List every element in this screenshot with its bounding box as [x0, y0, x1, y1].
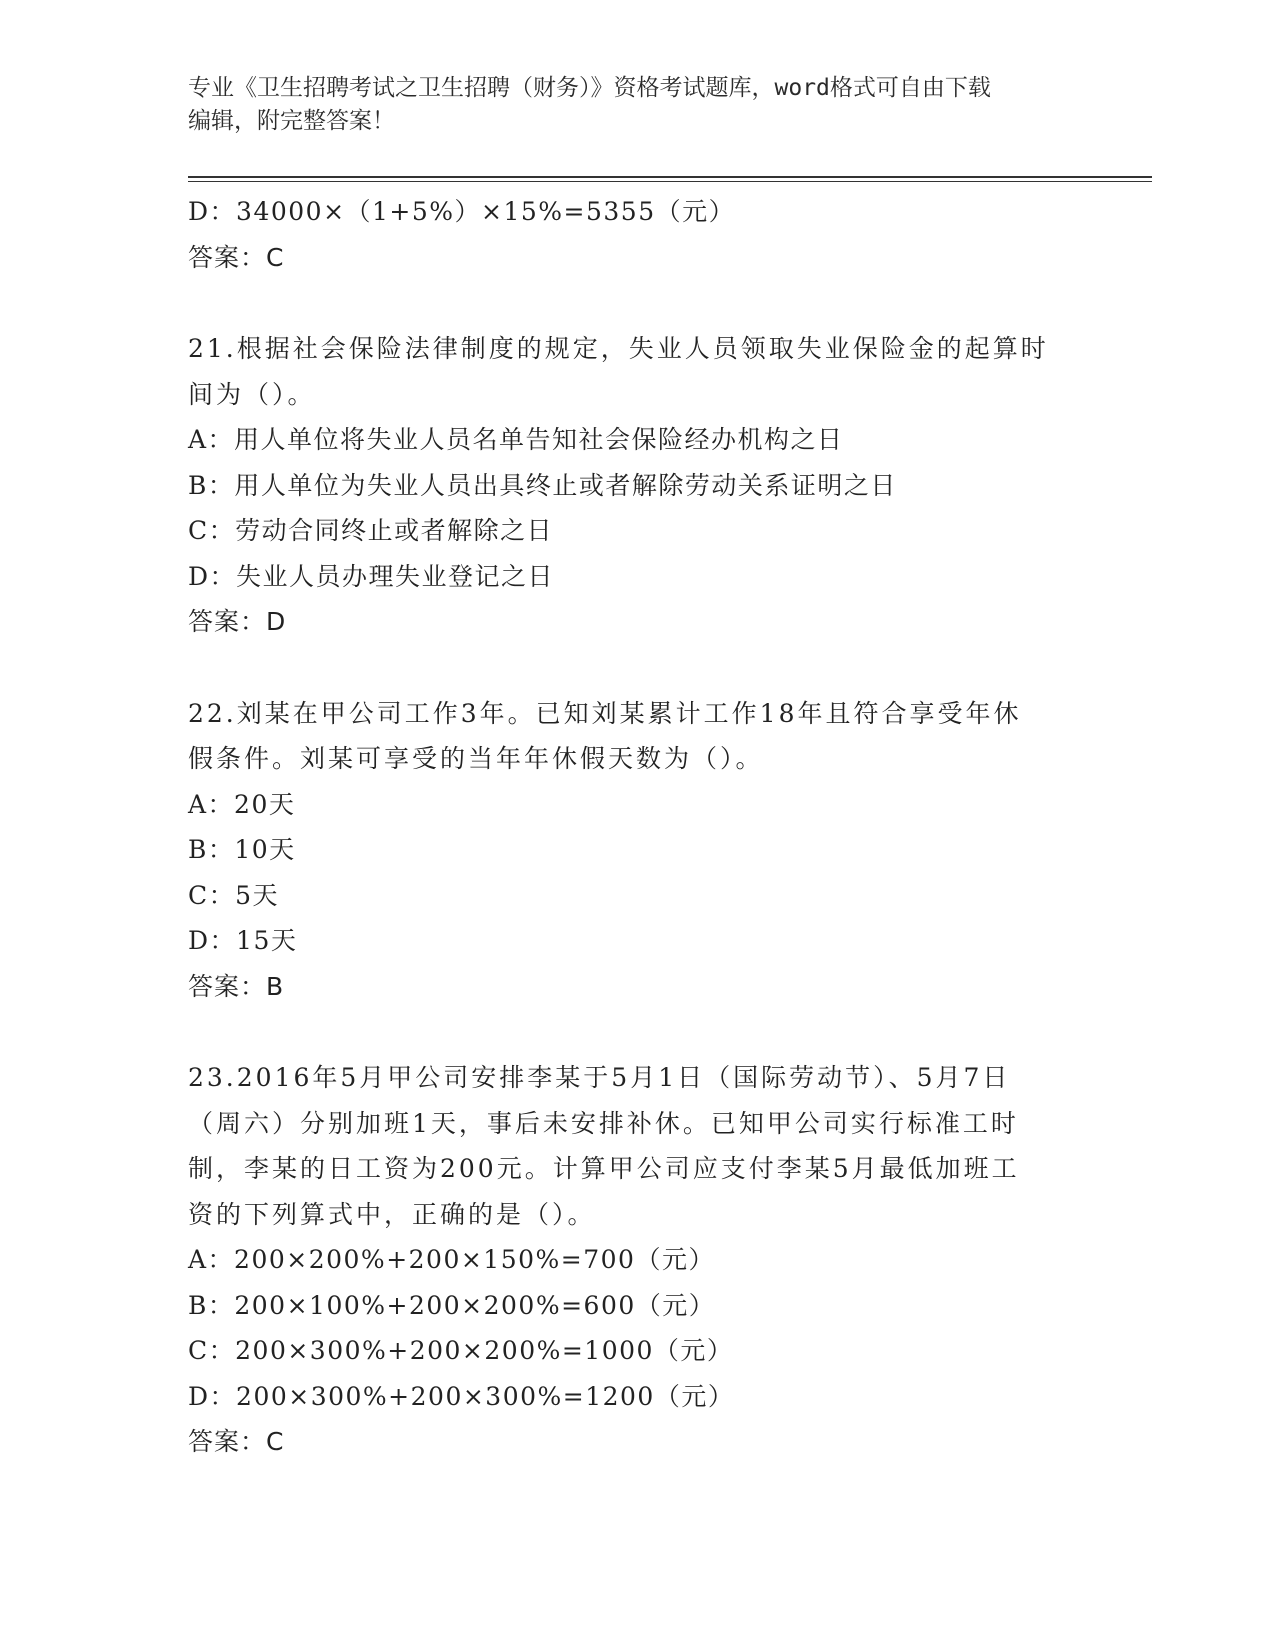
option-d: D：失业人员办理失业登记之日: [188, 561, 555, 591]
spacer: [188, 645, 1088, 691]
question-text-line: 23.2016年5月甲公司安排李某于5月1日（国际劳动节）、5月7日: [188, 1063, 1011, 1092]
answer-line: 答案：B: [188, 971, 285, 1001]
option-b: B：10天: [188, 835, 296, 864]
option-a: A：20天: [188, 789, 296, 819]
question-text-line: 21.根据社会保险法律制度的规定，失业人员领取失业保险金的起算时: [188, 334, 1049, 363]
question-21: [188, 326, 1088, 645]
previous-question-tail: [188, 189, 1088, 280]
option-d: D：15天: [188, 926, 298, 955]
option-a: A：200×200%+200×150%=700（元）: [188, 1245, 715, 1274]
option-d: D：34000×（1+5%）×15%=5355（元）: [188, 197, 736, 226]
header-line-1: 专业《卫生招聘考试之卫生招聘（财务）》资格考试题库，word格式可自由下载: [188, 75, 991, 101]
answer-line: 答案：C: [188, 1427, 285, 1456]
question-text-line: 22.刘某在甲公司工作3年。已知刘某累计工作18年且符合享受年休: [188, 698, 1022, 728]
question-text-line: 制，李某的日工资为200元。计算甲公司应支付李某5月最低加班工: [188, 1154, 1020, 1183]
answer-line: 答案：D: [188, 607, 287, 636]
option-d: D：200×300%+200×300%=1200（元）: [188, 1381, 735, 1411]
option-a: A：用人单位将失业人员名单告知社会保险经办机构之日: [188, 425, 844, 454]
option-c: C：劳动合同终止或者解除之日: [188, 516, 554, 545]
question-23: [188, 1055, 1088, 1465]
question-22: [188, 691, 1088, 1010]
spacer: [188, 280, 1088, 326]
header-line-2: 编辑，附完整答案！: [188, 108, 395, 134]
answer-line: 答案：C: [188, 242, 285, 272]
question-text-line: 假条件。刘某可享受的当年年休假天数为（）。: [188, 744, 764, 773]
header-divider-thick: [188, 176, 1152, 178]
question-text-line: 资的下列算式中，正确的是（）。: [188, 1199, 596, 1229]
option-b: B：用人单位为失业人员出具终止或者解除劳动关系证明之日: [188, 470, 897, 500]
question-text-line: 间为（）。: [188, 379, 316, 409]
spacer: [188, 1009, 1088, 1055]
option-b: B：200×100%+200×200%=600（元）: [188, 1290, 716, 1320]
option-c: C：5天: [188, 880, 280, 910]
document-header: [188, 72, 1088, 138]
header-divider-thin: [188, 181, 1152, 182]
document-body: [188, 189, 1088, 1465]
question-text-line: （周六）分别加班1天，事后未安排补休。已知甲公司实行标准工时: [188, 1108, 1019, 1138]
option-c: C：200×300%+200×200%=1000（元）: [188, 1336, 734, 1365]
